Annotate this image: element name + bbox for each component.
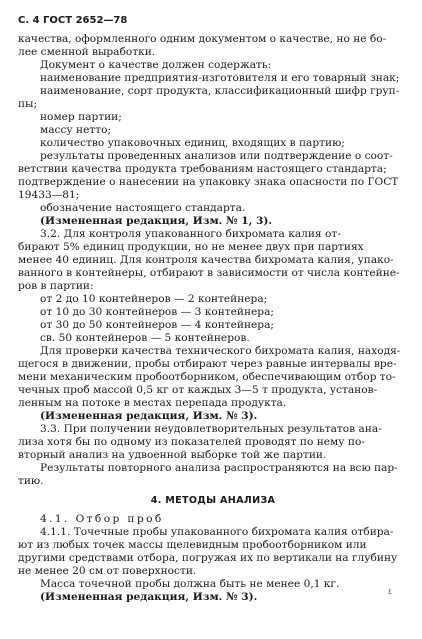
text-line: результаты проведенных анализов или подтверждение о соот- xyxy=(40,150,393,162)
text-line: количество упаковочных единиц, входящих в партию; xyxy=(40,137,345,149)
text-line: 4.1.1. Точечные пробы упакованного бихромата калия отбира- xyxy=(40,526,394,538)
text-line: ветствии качества продукта требованиям настоящего стандарта; xyxy=(18,163,387,175)
text-line: чечных проб массой 0,5 кг от каждых 3—5 т продукта, установ- xyxy=(18,384,378,396)
text-line: вторный анализ на удвоенной выборке той же партии. xyxy=(18,449,327,461)
text-line: от 30 до 50 контейнеров — 4 контейнера; xyxy=(40,319,274,331)
text-line: подтверждение о нанесении на упаковку знака опасности по ГОСТ xyxy=(18,176,399,188)
text-line: качества, оформленного одним документом о качестве, но не бо- xyxy=(18,33,387,45)
text-line: 3.3. При получении неудовлетворительных результатов ана- xyxy=(40,423,382,435)
text-line: лее сменной выработки. xyxy=(18,46,156,58)
text-line: ров в партии: xyxy=(18,280,94,292)
page-header: С. 4 ГОСТ 2652—78 xyxy=(18,15,128,26)
subsection-heading xyxy=(18,513,408,526)
text-line: св. 50 контейнеров — 5 контейнеров. xyxy=(40,332,250,344)
text-line: лиза хотя бы по одному из показателей проводят по нему по- xyxy=(18,436,365,448)
text-line: щегося в движении, пробы отбирают через равные интервалы вре- xyxy=(18,358,397,370)
text-line: наименование предприятия-изготовителя и его товарный знак; xyxy=(40,72,400,84)
text-line: от 2 до 10 контейнеров — 2 контейнера; xyxy=(40,293,268,305)
text-line: Для проверки качества технического бихромата калия, находя- xyxy=(40,345,401,357)
corner-mark: ٤ xyxy=(387,587,392,596)
text-line: другими средствами отбора, погружая их по вертикали на глубину xyxy=(18,552,398,564)
text-line: Результаты повторного анализа распространяются на всю пар- xyxy=(40,462,398,474)
text-line: мени механическим пробоотборником, обеспечивающим отбор то- xyxy=(18,371,396,383)
section-heading: 4. МЕТОДЫ АНАЛИЗА xyxy=(150,495,276,506)
text-line: менее 40 единиц. Для контроля качества бихромата калия, упако- xyxy=(18,254,394,266)
text-line: номер партии; xyxy=(40,111,122,123)
text-line: массу нетто; xyxy=(40,124,112,136)
amendment-note: (Измененная редакция, Изм. № 3). xyxy=(40,410,258,422)
text-line: ленным на потоке в местах перепада продукта. xyxy=(18,397,287,409)
text-line: не менее 20 см от поверхности. xyxy=(18,565,197,577)
text-line: Документ о качестве должен содержать: xyxy=(40,59,272,71)
text-line: ют из любых точек массы щелевидным пробоотборником или xyxy=(18,539,367,551)
text-line: 19433—81; xyxy=(18,189,80,201)
subsection-title: 4.1. Отбор проб xyxy=(40,513,164,525)
text-line: обозначение настоящего стандарта. xyxy=(40,202,246,214)
text-line: тию. xyxy=(18,475,44,487)
text-line: Масса точечной пробы должна быть не менее 0,1 кг. xyxy=(40,578,340,590)
amendment-note: (Измененная редакция, Изм. № 3). xyxy=(40,591,258,603)
text-line: от 10 до 30 контейнеров — 3 контейнера; xyxy=(40,306,274,318)
amendment-note: (Измененная редакция, Изм. № 1, 3). xyxy=(40,215,273,227)
text-line: пы; xyxy=(18,98,38,110)
text-line: ванного в контейнеры, отбирают в зависимости от числа контейне- xyxy=(18,267,400,279)
text-line: 3.2. Для контроля упакованного бихромата калия от- xyxy=(40,228,341,240)
text-line: бирают 5% единиц продукции, но не менее двух при партиях xyxy=(18,241,364,253)
text-line: наименование, сорт продукта, классификационный шифр груп- xyxy=(40,85,400,97)
